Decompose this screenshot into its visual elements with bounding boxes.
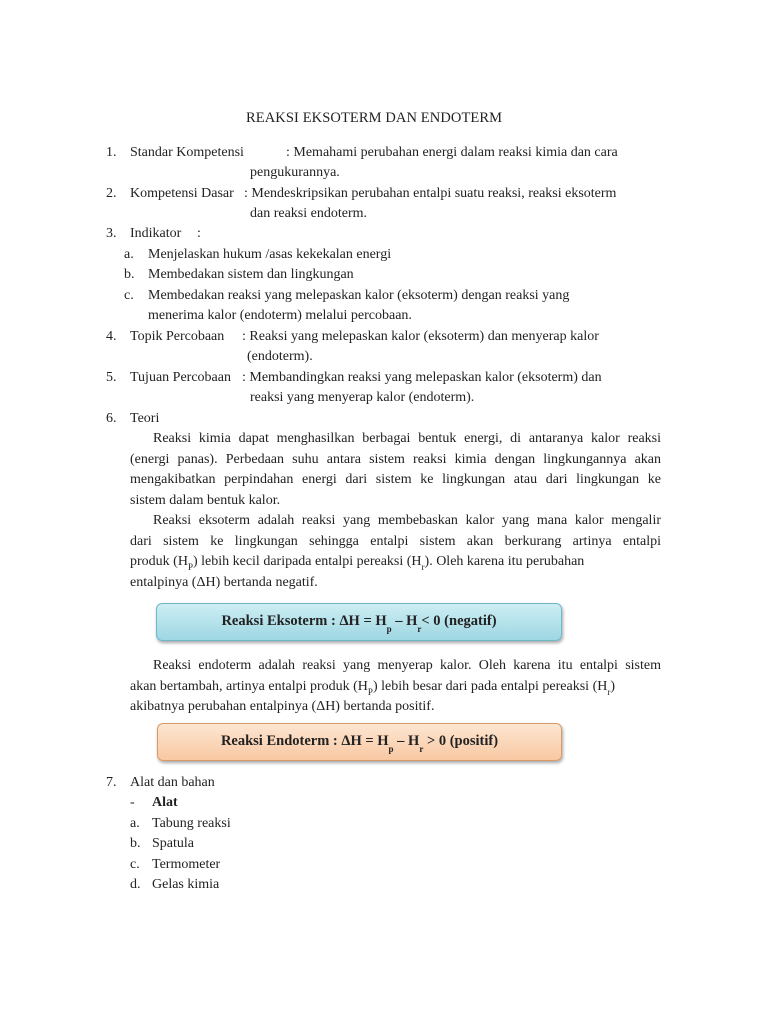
page-title: REAKSI EKSOTERM DAN ENDOTERM [246,110,503,126]
paragraph-line: Reaksi endoterm adalah reaksi yang menyerap kalor. Oleh karena itu entalpi sistem [153,658,661,673]
list-item: Tabung reaksi [152,816,231,831]
sub-item-cont: menerima kalor (endoterm) melalui percobaan. [148,308,412,323]
item-label: Alat dan bahan [130,775,215,790]
item-content-cont: (endoterm). [247,349,313,364]
paragraph-line: Reaksi eksoterm adalah reaksi yang membebaskan kalor yang mana kalor mengalir [153,513,661,528]
item-number: 3. [106,226,117,241]
sub-item: Membedakan reaksi yang melepaskan kalor (eksoterm) dengan reaksi yang [148,288,570,303]
endothermic-formula-box: Reaksi Endoterm : $\Delta H = H_p - H_r > 0$ (positif) [157,723,562,761]
item-label: Kompetensi Dasar [130,186,234,201]
item-label: Topik Percobaan [130,329,225,344]
paragraph-line: akan bertambah, artinya entalpi produk $(H_P)$ lebih besar dari pada entalpi pereaksi $(H_r)$ [130,679,616,697]
list-marker: b. [130,836,141,851]
item-content-cont: dan reaksi endoterm. [250,206,368,221]
sub-marker: b. [124,267,135,282]
tools-heading: Alat [152,795,178,810]
sub-item: Menjelaskan hukum /asas kekekalan energi [148,247,392,262]
item-label: Indikator [130,226,182,241]
list-item: Spatula [152,836,194,851]
item-number: 5. [106,370,117,385]
paragraph-line: Reaksi kimia dapat menghasilkan berbagai bentuk energi, di antaranya kalor reaksi [153,431,661,446]
item-number: 6. [106,411,117,426]
item-content-cont: reaksi yang menyerap kalor (endoterm). [250,390,475,405]
list-marker: a. [130,816,140,831]
item-label: Tujuan Percobaan [130,370,231,385]
item-colon: : [197,226,201,241]
item-content-cont: pengukurannya. [250,165,340,180]
paragraph-line: sistem dalam bentuk kalor. [130,493,281,508]
sub-marker: a. [124,247,134,262]
list-marker: d. [130,877,141,892]
exothermic-formula-box: Reaksi Eksoterm : $\Delta H = H_p - H_r< 0$ (negatif) [156,603,562,641]
item-label: Teori [130,411,160,426]
paragraph-line: akibatnya perubahan entalpinya (ΔH) bertanda positif. [130,699,435,714]
item-content: : Mendeskripsikan perubahan entalpi suatu reaksi, reaksi eksoterm [244,186,617,201]
sub-item: Membedakan sistem dan lingkungan [148,267,354,282]
list-item: Termometer [152,857,221,872]
paragraph-line: dari sistem ke lingkungan sehingga entalpi sistem akan berkurang artinya entalpi [130,534,661,549]
list-dash: - [130,795,135,810]
item-label: Standar Kompetensi [130,145,244,160]
item-number: 7. [106,775,117,790]
item-content: : Membandingkan reaksi yang melepaskan kalor (eksoterm) dan [242,370,602,385]
item-number: 2. [106,186,117,201]
paragraph-line [130,552,661,572]
item-content: : Memahami perubahan energi dalam reaksi kimia dan cara [286,145,618,160]
item-number: 1. [106,145,117,160]
paragraph-line: mengakibatkan perpindahan energi dari sistem ke lingkungan atau dari lingkungan ke [130,472,661,487]
list-marker: c. [130,857,140,872]
sub-marker: c. [124,288,134,303]
line-segment: produk $(H_P)$ lebih kecil daripada entalpi pereaksi $(H_r)$. Oleh karena itu perubahan [130,554,585,572]
list-item: Gelas kimia [152,877,220,892]
item-content: : Reaksi yang melepaskan kalor (eksoterm) dan menyerap kalor [242,329,599,344]
paragraph-line: (energi panas). Perbedaan suhu antara sistem reaksi kimia dengan lingkungannya akan [130,452,661,467]
item-number: 4. [106,329,117,344]
paragraph-line: entalpinya (ΔH) bertanda negatif. [130,575,318,590]
